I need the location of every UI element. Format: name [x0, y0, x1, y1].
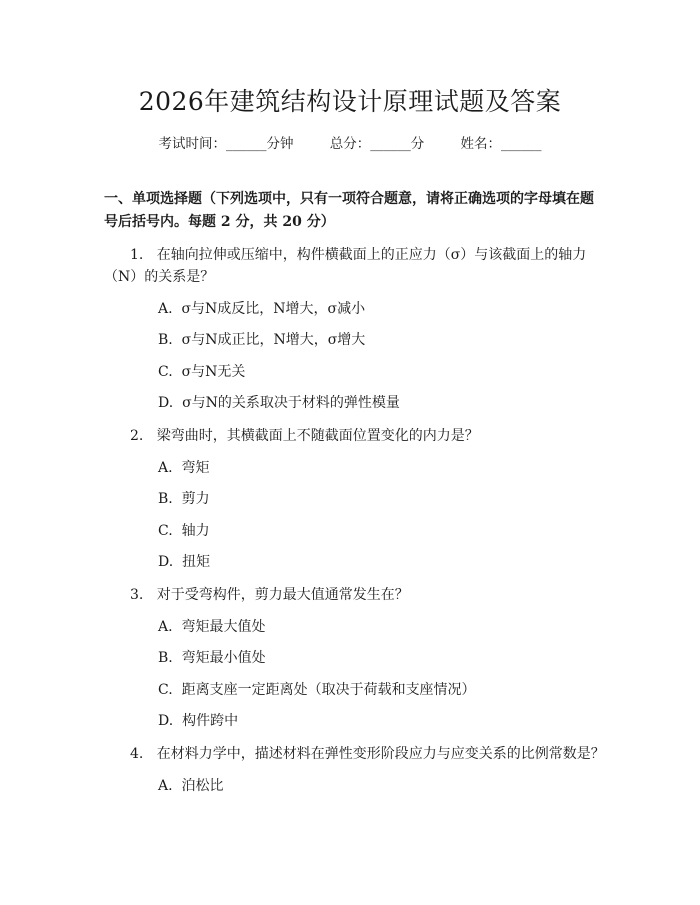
- exam-score: 总分：______分: [329, 136, 425, 152]
- question-1-text: 1. 在轴向拉伸或压缩中，构件横截面上的正应力（σ）与该截面上的轴力: [130, 247, 587, 263]
- question-2-option-b: B. 剪力: [158, 491, 210, 507]
- question-2-text: 2. 梁弯曲时，其横截面上不随截面位置变化的内力是？: [130, 428, 479, 444]
- question-1-option-c: C. σ与N无关: [158, 364, 246, 380]
- question-1-text-cont: （N）的关系是？: [104, 269, 215, 285]
- question-2-option-a: A. 弯矩: [158, 460, 210, 476]
- question-3-option-b: B. 弯矩最小值处: [158, 650, 266, 666]
- question-3-text: 3. 对于受弯构件，剪力最大值通常发生在？: [130, 587, 409, 603]
- question-1-option-b: B. σ与N成正比，N增大，σ增大: [158, 332, 366, 348]
- question-3-option-d: D. 构件跨中: [158, 713, 239, 729]
- section-heading: [104, 188, 604, 234]
- exam-time: 考试时间：______分钟: [158, 136, 294, 152]
- question-1-option-d: D. σ与N的关系取决于材料的弹性模量: [158, 395, 400, 411]
- question-3-option-c: C. 距离支座一定距离处（取决于荷载和支座情况）: [158, 682, 476, 698]
- exam-name: 姓名：______: [460, 136, 542, 152]
- question-2-option-c: C. 轴力: [158, 523, 210, 539]
- exam-meta: [0, 132, 700, 152]
- question-2-option-d: D. 扭矩: [158, 554, 211, 570]
- section-heading-line2: 号后括号内。每题 2 分，共 20 分）: [104, 214, 335, 230]
- question-4-text: 4. 在材料力学中，描述材料在弹性变形阶段应力与应变关系的比例常数是？: [130, 746, 605, 762]
- question-1-option-a: A. σ与N成反比，N增大，σ减小: [158, 301, 366, 317]
- page-title: 2026年建筑结构设计原理试题及答案: [138, 87, 562, 116]
- section-heading-line1: 一、单项选择题（下列选项中，只有一项符合题意，请将正确选项的字母填在题: [104, 191, 594, 207]
- question-4-option-a: A. 泊松比: [158, 778, 224, 794]
- question-3-option-a: A. 弯矩最大值处: [158, 619, 266, 635]
